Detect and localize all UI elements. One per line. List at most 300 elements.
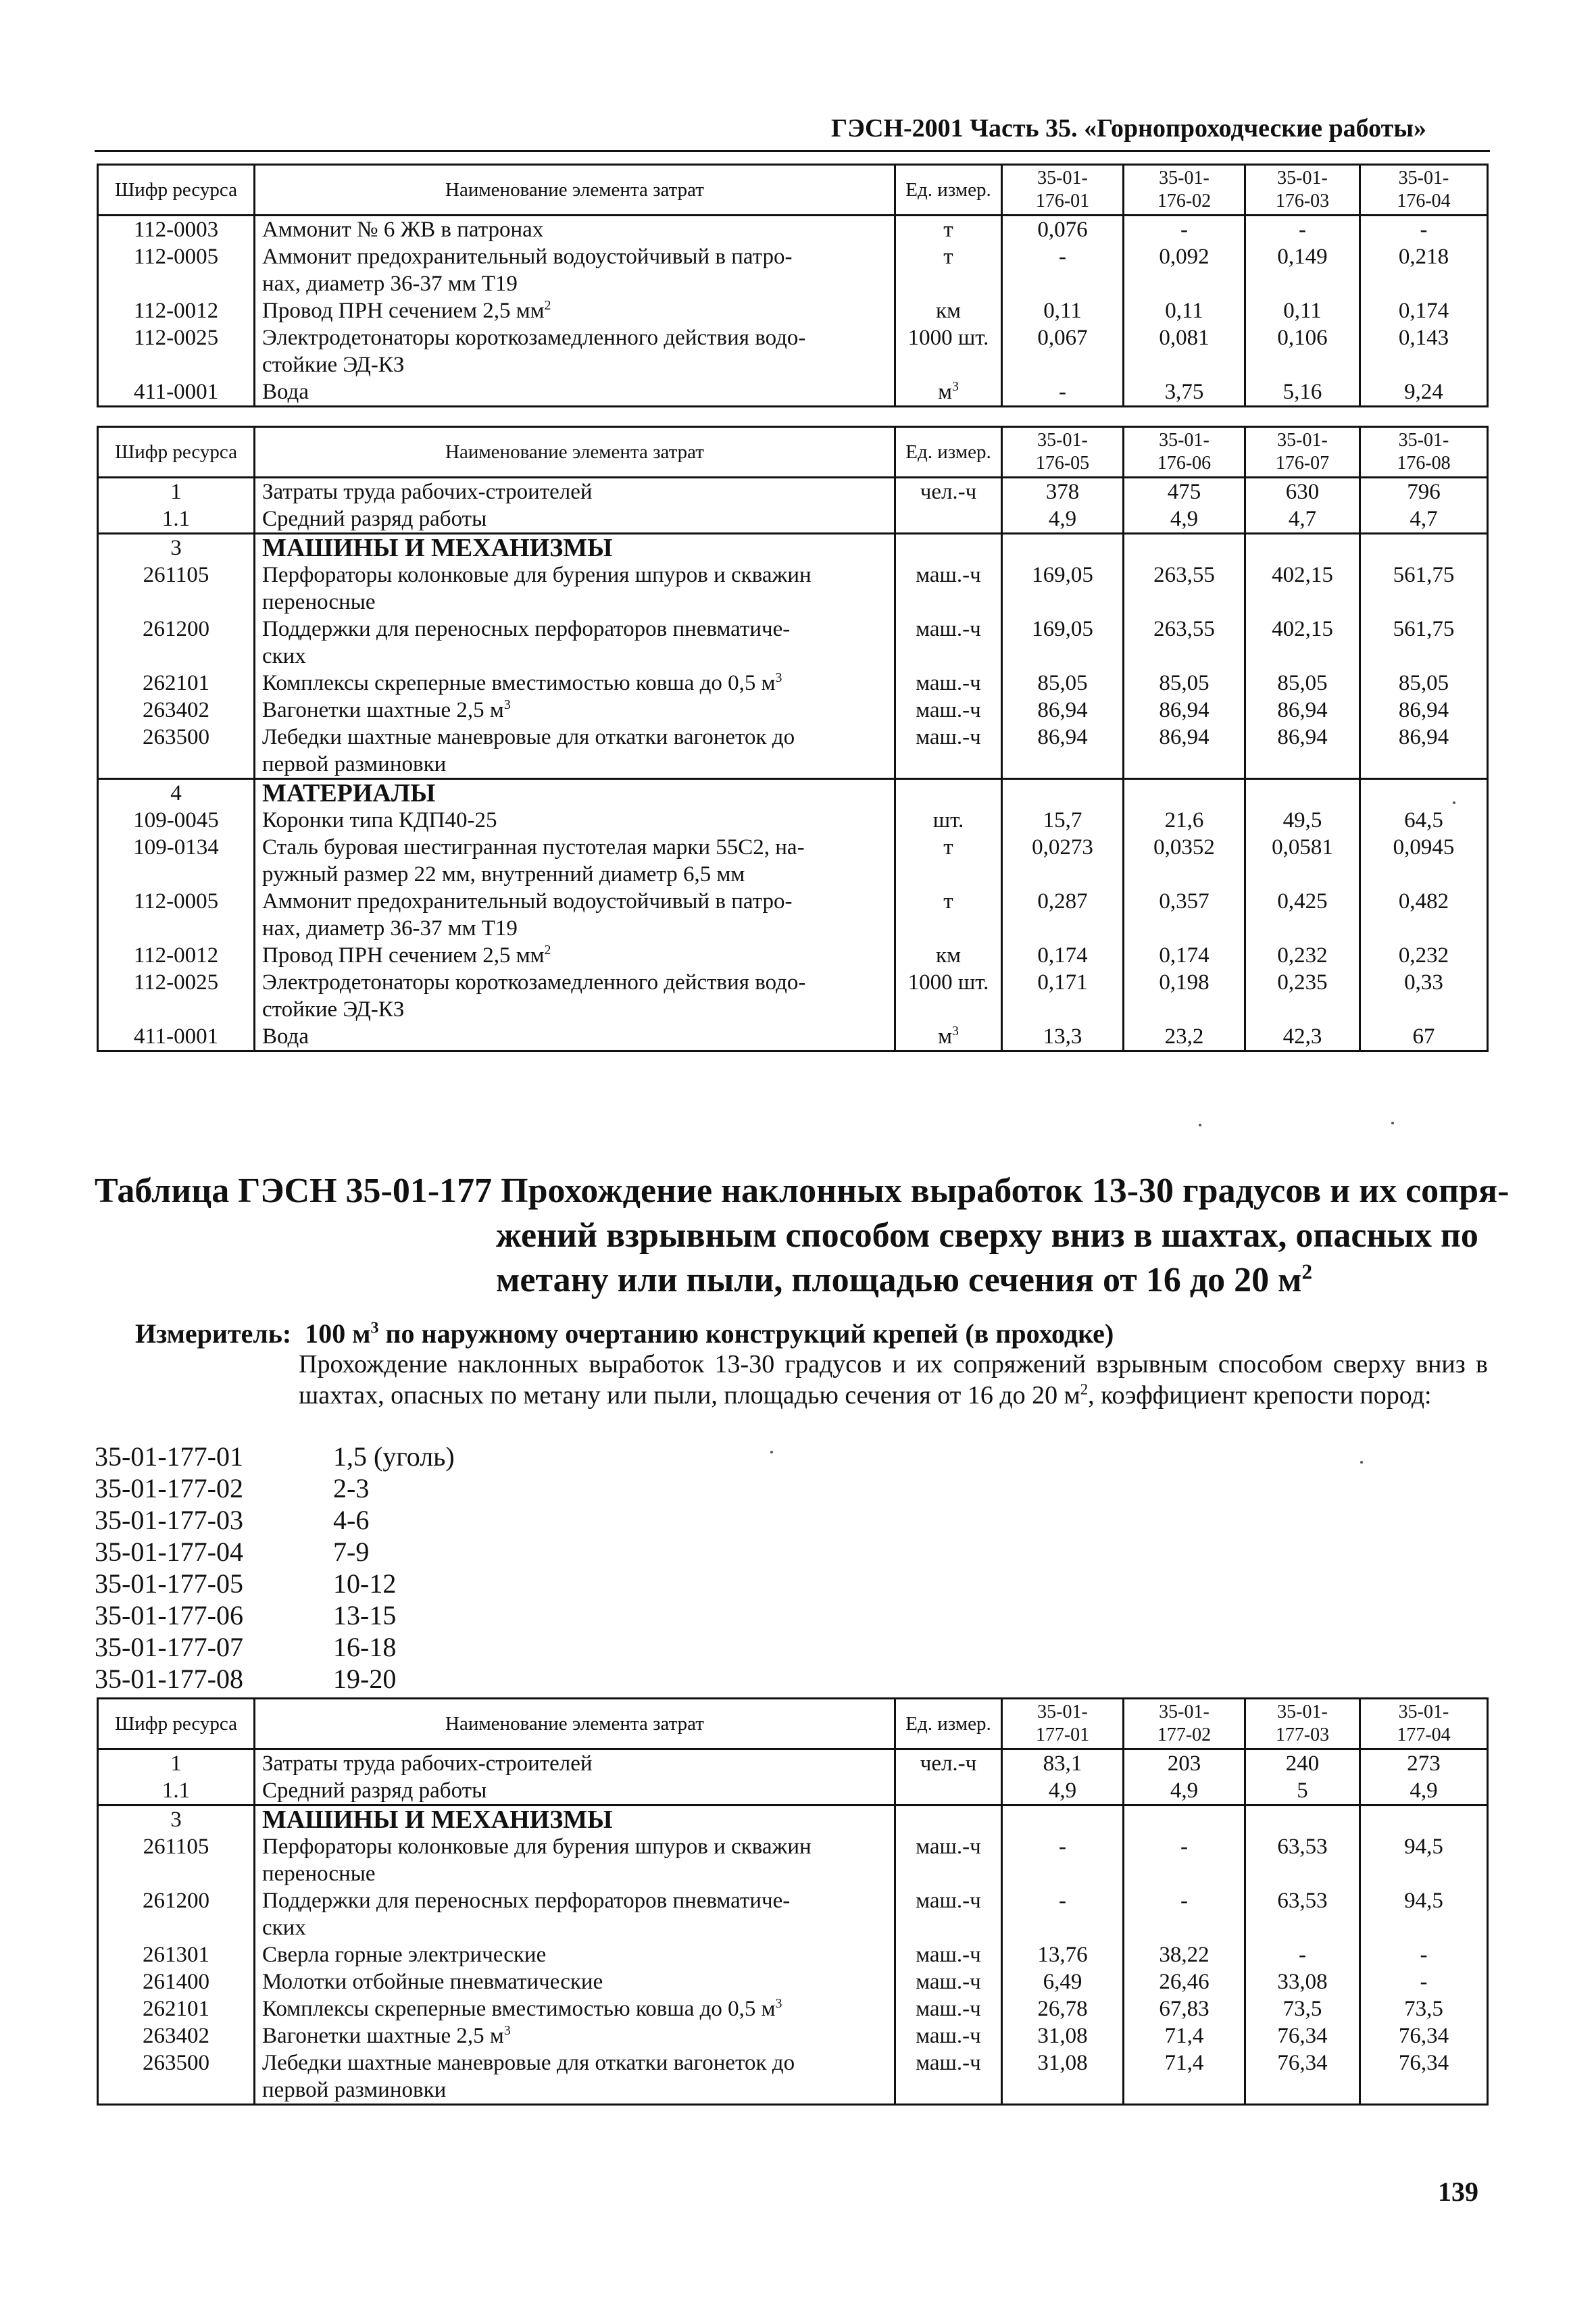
resource-name-line: Комплексы скреперные вместимостью ковша до 0,5 м (262, 1997, 776, 2021)
resource-name (255, 807, 895, 834)
resource-name-line: ружный размер 22 мм, внутренний диаметр 6,5 мм (262, 862, 745, 887)
value-cell: 31,08 (1002, 2022, 1124, 2049)
value-cell: 0,425 (1245, 888, 1360, 942)
value-cell: 4,9 (1124, 1777, 1245, 1806)
resource-name-line: ских (262, 1916, 306, 1940)
table-row (98, 724, 1488, 779)
value-cell: - (1360, 216, 1488, 244)
table-176-main (97, 426, 1489, 1052)
value-cell: 4,7 (1245, 505, 1360, 534)
code-hardness: 13-15 (333, 1600, 397, 1631)
resource-name-line: первой разминовки (262, 752, 447, 776)
measure-value: 100 $м^3$ по наружному очертанию конструкций крепей (в проходке) (305, 1318, 1114, 1349)
resource-code: 261105 (98, 562, 255, 616)
value-cell: 86,94 (1002, 697, 1124, 724)
scan-speck (1360, 1461, 1363, 1464)
superscript: 2 (544, 298, 551, 313)
resource-name-line: переносные (262, 590, 376, 614)
resource-name-line: Аммонит предохранительный водоустойчивый в патро- (262, 245, 793, 269)
value-cell: 5 (1245, 1777, 1360, 1806)
resource-name-line: Вагонетки шахтные 2,5 м (262, 2024, 504, 2048)
resource-code: 263500 (98, 2049, 255, 2105)
unit (895, 670, 1002, 697)
code-list-item (95, 1568, 455, 1599)
value-cell: 85,05 (1002, 670, 1124, 697)
col-header-176-08: 35-01- 176-08 (1360, 427, 1488, 478)
table-row (98, 1833, 1488, 1887)
col-header-unit: Ед. измер. (895, 1699, 1002, 1749)
unit (895, 2022, 1002, 2049)
col-header-177-02: 35-01- 177-02 (1124, 1699, 1245, 1749)
unit (895, 1833, 1002, 1887)
value-cell: 0,198 (1124, 969, 1245, 1023)
table-176-continuation (97, 164, 1489, 407)
resource-code: 261301 (98, 1941, 255, 1968)
resource-code: 1.1 (98, 505, 255, 534)
unit-text: маш.-ч (916, 2051, 981, 2075)
superscript: 3 (952, 379, 959, 394)
unit-text: маш.-ч (916, 1889, 981, 1913)
code-list-item (95, 1599, 455, 1631)
section-title: МАШИНЫ И МЕХАНИЗМЫ (255, 534, 895, 562)
resource-name (255, 888, 895, 942)
value-cell: 63,53 (1245, 1887, 1360, 1941)
unit (895, 478, 1002, 506)
section-code: 3 (98, 534, 255, 562)
measure-line (135, 1318, 1114, 1349)
value-cell: - (1124, 1887, 1245, 1941)
code-number: 35-01-177-02 (95, 1473, 243, 1503)
value-cell: 86,94 (1124, 724, 1245, 779)
unit-text: маш.-ч (916, 698, 981, 722)
value-cell: 630 (1245, 478, 1360, 506)
empty-cell (1245, 1806, 1360, 1834)
resource-code: 261200 (98, 616, 255, 670)
value-cell: - (1360, 1968, 1488, 1995)
value-cell: 86,94 (1360, 697, 1488, 724)
value-cell: 0,357 (1124, 888, 1245, 942)
resource-name (255, 1941, 895, 1968)
table-row (98, 616, 1488, 670)
unit (895, 834, 1002, 888)
section-code: 3 (98, 1806, 255, 1834)
value-cell: 0,092 (1124, 243, 1245, 297)
resource-name-line: Затраты труда рабочих-строителей (262, 480, 593, 504)
scan-speck (770, 1451, 773, 1453)
resource-name-line: Вагонетки шахтные 2,5 м (262, 698, 504, 722)
value-cell: 0,232 (1360, 942, 1488, 969)
unit-text: маш.-ч (916, 725, 981, 749)
resource-name (255, 216, 895, 244)
value-cell: - (1245, 1941, 1360, 1968)
resource-name (255, 378, 895, 407)
value-cell: - (1002, 1887, 1124, 1941)
col-header-176-07: 35-01- 176-07 (1245, 427, 1360, 478)
resource-name (255, 1023, 895, 1051)
value-cell: 13,76 (1002, 1941, 1124, 1968)
value-cell: 169,05 (1002, 562, 1124, 616)
unit-text: т (943, 835, 953, 860)
resource-code: 263402 (98, 2022, 255, 2049)
resource-name (255, 2022, 895, 2049)
unit (895, 1749, 1002, 1778)
table-row (98, 697, 1488, 724)
unit (895, 1023, 1002, 1051)
value-cell: - (1124, 1833, 1245, 1887)
resource-name (255, 969, 895, 1023)
value-cell: - (1002, 243, 1124, 297)
table-row (98, 1968, 1488, 1995)
unit (895, 942, 1002, 969)
value-cell: 0,143 (1360, 324, 1488, 378)
value-cell: 475 (1124, 478, 1245, 506)
unit-text: км (936, 943, 961, 968)
code-number: 35-01-177-05 (95, 1568, 243, 1599)
resource-name-line: Поддержки для переносных перфораторов пневматиче- (262, 617, 791, 641)
value-cell: 64,5 (1360, 807, 1488, 834)
value-cell: - (1002, 1833, 1124, 1887)
superscript: 3 (775, 1996, 782, 2011)
resource-code: 261400 (98, 1968, 255, 1995)
value-cell: 9,24 (1360, 378, 1488, 407)
section-code: 4 (98, 779, 255, 807)
unit-text: 1000 шт. (907, 970, 989, 995)
title-line-2: жений взрывным способом сверху вниз в шахтах, опасных по (496, 1216, 1478, 1255)
value-cell: 402,15 (1245, 616, 1360, 670)
resource-name-line: стойкие ЭД-КЗ (262, 997, 405, 1022)
col-header-unit: Ед. измер. (895, 165, 1002, 216)
section-row (98, 1806, 1488, 1834)
resource-code-list (95, 1441, 455, 1695)
col-header-176-05: 35-01- 176-05 (1002, 427, 1124, 478)
resource-name-line: Аммонит предохранительный водоустойчивый в патро- (262, 889, 793, 914)
unit-text: шт. (932, 808, 964, 832)
code-list-item (95, 1663, 455, 1695)
resource-name-line: первой разминовки (262, 2078, 447, 2102)
resource-name (255, 724, 895, 779)
value-cell: - (1245, 216, 1360, 244)
value-cell: 21,6 (1124, 807, 1245, 834)
empty-cell (1002, 779, 1124, 807)
section-row (98, 779, 1488, 807)
header-rule (95, 150, 1490, 152)
value-cell: 33,08 (1245, 1968, 1360, 1995)
unit (895, 1777, 1002, 1806)
value-cell: 561,75 (1360, 562, 1488, 616)
resource-name (255, 1749, 895, 1778)
col-header-176-06: 35-01- 176-06 (1124, 427, 1245, 478)
unit (895, 724, 1002, 779)
table-row (98, 478, 1488, 506)
unit-text: т (943, 218, 953, 242)
value-cell: 76,34 (1245, 2022, 1360, 2049)
value-cell: 378 (1002, 478, 1124, 506)
resource-code: 1 (98, 478, 255, 506)
resource-name-line: Аммонит № 6 ЖВ в патронах (262, 218, 544, 242)
resource-name-line: Вода (262, 380, 309, 404)
unit (895, 1887, 1002, 1941)
resource-code: 1 (98, 1749, 255, 1778)
code-list-item (95, 1504, 455, 1536)
code-list-item (95, 1441, 455, 1472)
table-row (98, 1777, 1488, 1806)
resource-name (255, 505, 895, 534)
unit (895, 888, 1002, 942)
resource-code: 262101 (98, 670, 255, 697)
resource-name (255, 834, 895, 888)
page-number: 139 (1438, 2176, 1478, 2207)
value-cell: - (1002, 378, 1124, 407)
value-cell: 0,482 (1360, 888, 1488, 942)
table-row (98, 888, 1488, 942)
resource-name-line: Перфораторы колонковые для бурения шпуров и скважин (262, 1835, 812, 1859)
table-row (98, 1887, 1488, 1941)
table-177 (97, 1697, 1489, 2106)
resource-code: 112-0025 (98, 324, 255, 378)
scan-speck (1391, 1122, 1394, 1124)
col-header-name: Наименование элемента затрат (255, 165, 895, 216)
col-header-176-04: 35-01- 176-04 (1360, 165, 1488, 216)
running-header: ГЭСН-2001 Часть 35. «Горнопроходческие работы» (831, 114, 1426, 143)
value-cell: 263,55 (1124, 562, 1245, 616)
value-cell: 0,076 (1002, 216, 1124, 244)
value-cell: 263,55 (1124, 616, 1245, 670)
value-cell: 561,75 (1360, 616, 1488, 670)
value-cell: 203 (1124, 1749, 1245, 1778)
code-hardness: 2-3 (333, 1473, 370, 1503)
resource-name (255, 324, 895, 378)
empty-cell (1360, 1806, 1488, 1834)
empty-cell (895, 1806, 1002, 1834)
empty-cell (895, 779, 1002, 807)
resource-name-line: нах, диаметр 36-37 мм Т19 (262, 916, 518, 941)
empty-cell (1245, 534, 1360, 562)
value-cell: 76,34 (1245, 2049, 1360, 2105)
value-cell: 273 (1360, 1749, 1488, 1778)
code-number: 35-01-177-03 (95, 1505, 243, 1535)
unit-text: т (943, 889, 953, 914)
col-header-name: Наименование элемента затрат (255, 1699, 895, 1749)
unit (895, 216, 1002, 244)
resource-name (255, 1995, 895, 2022)
col-header-177-03: 35-01- 177-03 (1245, 1699, 1360, 1749)
code-number: 35-01-177-07 (95, 1632, 243, 1662)
unit (895, 297, 1002, 324)
empty-cell (1360, 779, 1488, 807)
resource-name-line: Коронки типа КДП40-25 (262, 808, 497, 832)
resource-code: 109-0134 (98, 834, 255, 888)
value-cell: 23,2 (1124, 1023, 1245, 1051)
value-cell: 0,11 (1245, 297, 1360, 324)
code-number: 35-01-177-08 (95, 1664, 243, 1694)
value-cell: 67,83 (1124, 1995, 1245, 2022)
title-line-3: метану или пыли, площадью сечения от 16 до 20 $м^2$ (496, 1260, 1313, 1299)
unit-text: маш.-ч (916, 1970, 981, 1994)
value-cell: 0,0352 (1124, 834, 1245, 888)
unit-text: маш.-ч (916, 617, 981, 641)
value-cell: 0,218 (1360, 243, 1488, 297)
resource-name-line: Перфораторы колонковые для бурения шпуров и скважин (262, 563, 812, 587)
unit-text: т (943, 245, 953, 269)
resource-name (255, 697, 895, 724)
code-hardness: 1,5 (уголь) (333, 1441, 455, 1472)
col-header-176-01: 35-01- 176-01 (1002, 165, 1124, 216)
unit-text: чел.-ч (920, 1751, 977, 1776)
code-list-item (95, 1631, 455, 1663)
value-cell: 26,78 (1002, 1995, 1124, 2022)
scan-speck (1453, 801, 1455, 804)
value-cell: 86,94 (1002, 724, 1124, 779)
value-cell: 0,235 (1245, 969, 1360, 1023)
resource-code: 112-0012 (98, 297, 255, 324)
value-cell: 67 (1360, 1023, 1488, 1051)
resource-name (255, 562, 895, 616)
unit-text: маш.-ч (916, 1835, 981, 1859)
value-cell: 5,16 (1245, 378, 1360, 407)
unit-text: маш.-ч (916, 563, 981, 587)
value-cell: 6,49 (1002, 1968, 1124, 1995)
value-cell: 402,15 (1245, 562, 1360, 616)
table-row (98, 1023, 1488, 1051)
resource-name-line: Электродетонаторы короткозамедленного действия водо- (262, 326, 806, 350)
table-row (98, 378, 1488, 407)
empty-cell (1360, 534, 1488, 562)
col-header-176-03: 35-01- 176-03 (1245, 165, 1360, 216)
value-cell: 169,05 (1002, 616, 1124, 670)
unit (895, 697, 1002, 724)
resource-code: 112-0025 (98, 969, 255, 1023)
value-cell: 76,34 (1360, 2022, 1488, 2049)
table-row (98, 1995, 1488, 2022)
resource-name-line: Провод ПРН сечением 2,5 мм (262, 943, 545, 968)
code-hardness: 19-20 (333, 1664, 397, 1694)
resource-name (255, 942, 895, 969)
unit (895, 378, 1002, 407)
value-cell: 0,232 (1245, 942, 1360, 969)
unit (895, 1968, 1002, 1995)
value-cell: 63,53 (1245, 1833, 1360, 1887)
unit-text: маш.-ч (916, 671, 981, 695)
value-cell: 42,3 (1245, 1023, 1360, 1051)
unit-text: 1000 шт. (907, 326, 989, 350)
table-row (98, 807, 1488, 834)
resource-code: 1.1 (98, 1777, 255, 1806)
col-header-code: Шифр ресурса (98, 427, 255, 478)
empty-cell (1002, 534, 1124, 562)
value-cell: 76,34 (1360, 2049, 1488, 2105)
table-177-title (95, 1169, 1510, 1303)
table-row (98, 243, 1488, 297)
scan-speck (1199, 1124, 1201, 1126)
resource-code: 411-0001 (98, 378, 255, 407)
value-cell: 0,287 (1002, 888, 1124, 942)
col-header-177-04: 35-01- 177-04 (1360, 1699, 1488, 1749)
resource-name-line: Лебедки шахтные маневровые для откатки вагонеток до (262, 2051, 795, 2075)
unit-text: маш.-ч (916, 1943, 981, 1967)
value-cell: 4,9 (1360, 1777, 1488, 1806)
value-cell: 85,05 (1245, 670, 1360, 697)
unit-text: чел.-ч (920, 480, 977, 504)
unit-text: м (938, 1024, 952, 1049)
empty-cell (1245, 779, 1360, 807)
resource-name-line: стойкие ЭД-КЗ (262, 353, 405, 377)
value-cell: 0,174 (1002, 942, 1124, 969)
resource-name (255, 297, 895, 324)
value-cell: 86,94 (1245, 724, 1360, 779)
table-row (98, 2022, 1488, 2049)
code-hardness: 7-9 (333, 1537, 370, 1567)
unit (895, 562, 1002, 616)
table-row (98, 1941, 1488, 1968)
code-number: 35-01-177-04 (95, 1537, 243, 1567)
unit (895, 2049, 1002, 2105)
resource-name-line: Сверла горные электрические (262, 1943, 547, 1967)
resource-code: 112-0005 (98, 243, 255, 297)
col-header-176-02: 35-01- 176-02 (1124, 165, 1245, 216)
value-cell: 85,05 (1360, 670, 1488, 697)
value-cell: 86,94 (1124, 697, 1245, 724)
resource-name (255, 670, 895, 697)
resource-name (255, 243, 895, 297)
value-cell: 0,11 (1002, 297, 1124, 324)
value-cell: 38,22 (1124, 1941, 1245, 1968)
code-number: 35-01-177-06 (95, 1600, 243, 1631)
col-header-177-01: 35-01- 177-01 (1002, 1699, 1124, 1749)
value-cell: 0,33 (1360, 969, 1488, 1023)
value-cell: - (1360, 1941, 1488, 1968)
value-cell: 796 (1360, 478, 1488, 506)
table-row (98, 297, 1488, 324)
resource-name-line: Поддержки для переносных перфораторов пневматиче- (262, 1889, 791, 1913)
value-cell: 0,067 (1002, 324, 1124, 378)
value-cell: 71,4 (1124, 2022, 1245, 2049)
resource-name-line: ских (262, 644, 306, 668)
code-hardness: 16-18 (333, 1632, 397, 1662)
resource-name (255, 1968, 895, 1995)
resource-code: 112-0012 (98, 942, 255, 969)
resource-name-line: переносные (262, 1862, 376, 1886)
code-hardness: 4-6 (333, 1505, 370, 1535)
resource-code: 109-0045 (98, 807, 255, 834)
code-list-item (95, 1536, 455, 1568)
col-header-code: Шифр ресурса (98, 1699, 255, 1749)
resource-code: 263402 (98, 697, 255, 724)
superscript: 3 (775, 670, 782, 685)
empty-cell (1124, 534, 1245, 562)
table-row (98, 1749, 1488, 1778)
superscript: 3 (503, 2023, 511, 2038)
resource-name (255, 1887, 895, 1941)
title-line-1: Таблица ГЭСН 35-01-177 Прохождение наклонных выработок 13-30 градусов и их сопря- (95, 1172, 1510, 1210)
resource-name-line: Затраты труда рабочих-строителей (262, 1751, 593, 1776)
resource-name-line: Провод ПРН сечением 2,5 мм (262, 299, 545, 323)
resource-name (255, 478, 895, 506)
table-row (98, 670, 1488, 697)
value-cell: 0,11 (1124, 297, 1245, 324)
col-header-code: Шифр ресурса (98, 165, 255, 216)
value-cell: 94,5 (1360, 1887, 1488, 1941)
resource-name-line: Вода (262, 1024, 309, 1049)
value-cell: 240 (1245, 1749, 1360, 1778)
resource-name (255, 2049, 895, 2105)
unit (895, 807, 1002, 834)
resource-code: 262101 (98, 1995, 255, 2022)
value-cell: 3,75 (1124, 378, 1245, 407)
value-cell: 73,5 (1360, 1995, 1488, 2022)
resource-name-line: Сталь буровая шестигранная пустотелая марки 55С2, на- (262, 835, 805, 860)
section-title: МАТЕРИАЛЫ (255, 779, 895, 807)
resource-name-line: Электродетонаторы короткозамедленного действия водо- (262, 970, 806, 995)
